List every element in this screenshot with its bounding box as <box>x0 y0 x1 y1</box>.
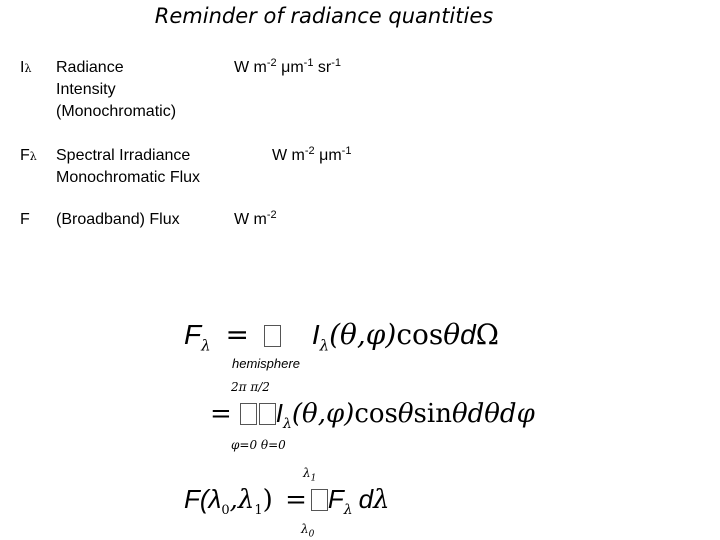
eq-symbol: I <box>275 398 284 428</box>
unit-text: W m <box>234 59 267 76</box>
integral-limit-hemisphere: hemisphere <box>232 356 300 371</box>
unit-radiance <box>234 59 341 77</box>
eq-lhs: ,λ <box>229 485 255 515</box>
symbol-letter: F <box>20 211 30 228</box>
integral-upper-limit-lambda1 <box>303 466 316 483</box>
equation-angular-integral <box>210 398 535 432</box>
eq-symbol: F <box>184 319 202 350</box>
eq-variable: θ <box>451 399 468 429</box>
symbol-subscript: λ <box>29 150 37 163</box>
slide-title: Reminder of radiance quantities <box>154 4 494 28</box>
label-line: (Broadband) Flux <box>56 211 180 228</box>
integral-lower-limits: φ=0 θ=0 <box>231 438 286 452</box>
unit-exponent: -1 <box>303 57 314 69</box>
eq-subscript: λ <box>201 336 211 355</box>
symbol-subscript: λ <box>24 62 32 75</box>
eq-equals: = <box>210 399 232 429</box>
unit-text: sr <box>313 59 332 76</box>
eq-equals: = <box>285 485 307 515</box>
equation-broadband-flux <box>184 484 390 518</box>
integral-upper-limits: 2π π/2 <box>231 380 270 394</box>
unit-exponent: -2 <box>266 57 277 69</box>
eq-variable: λ <box>373 485 390 515</box>
label-radiance <box>56 57 176 123</box>
integral-placeholder-box <box>240 403 257 425</box>
label-line: Spectral Irradiance <box>56 147 191 164</box>
eq-subscript: λ <box>319 336 330 355</box>
eq-variable: φ <box>516 399 535 429</box>
unit-spectral-irradiance <box>272 147 351 165</box>
label-line: (Monochromatic) <box>56 103 177 120</box>
unit-exponent: -2 <box>304 145 315 157</box>
eq-paren: ) <box>262 485 273 515</box>
label-flux <box>56 209 180 231</box>
unit-text: μm <box>314 147 342 164</box>
integral-placeholder-box <box>311 489 328 511</box>
eq-subscript: λ <box>283 416 292 433</box>
eq-subscript: 0 <box>221 503 230 519</box>
symbol-flux <box>20 211 30 229</box>
limit-subscript: 0 <box>308 529 315 540</box>
label-line: Radiance <box>56 59 124 76</box>
eq-function: sin <box>413 399 452 429</box>
unit-exponent: -1 <box>341 145 352 157</box>
limit-symbol: λ <box>301 522 309 536</box>
eq-args: (θ,φ) <box>291 399 355 429</box>
unit-text: W m <box>234 211 267 228</box>
eq-symbol: I <box>311 319 320 350</box>
eq-equals: = <box>225 318 249 351</box>
unit-exponent: -2 <box>266 209 277 221</box>
label-line: Monochromatic Flux <box>56 169 201 186</box>
limit-symbol: λ <box>303 466 311 480</box>
eq-differential: d <box>467 399 485 429</box>
eq-subscript: λ <box>343 502 353 519</box>
unit-flux <box>234 211 277 229</box>
eq-differential: d <box>499 399 517 429</box>
eq-function: cos <box>354 399 398 429</box>
integral-placeholder-box <box>264 325 281 347</box>
integral-placeholder-box <box>259 403 276 425</box>
unit-text: W m <box>272 147 305 164</box>
eq-lhs: F(λ <box>184 484 222 514</box>
unit-exponent: -1 <box>331 57 341 69</box>
label-spectral-irradiance <box>56 145 200 189</box>
eq-args: (θ,φ) <box>329 318 397 351</box>
equation-spectral-flux <box>184 318 499 355</box>
integral-lower-limit-lambda0 <box>301 522 314 539</box>
symbol-spectral-irradiance <box>20 147 37 165</box>
unit-text: μm <box>276 59 304 76</box>
eq-subscript: 1 <box>254 503 263 519</box>
symbol-letter: I <box>20 59 25 76</box>
symbol-radiance <box>20 59 31 77</box>
eq-variable: Ω <box>475 318 499 351</box>
eq-differential: d <box>358 484 374 514</box>
limit-subscript: 1 <box>310 473 317 484</box>
label-line: Intensity <box>56 81 116 98</box>
eq-variable: θ <box>443 318 461 351</box>
eq-symbol: F <box>327 484 344 514</box>
eq-variable: θ <box>397 399 414 429</box>
symbol-letter: F <box>20 147 30 164</box>
eq-differential: d <box>460 319 476 350</box>
eq-function: cos <box>396 318 444 351</box>
eq-variable: θ <box>484 399 500 429</box>
